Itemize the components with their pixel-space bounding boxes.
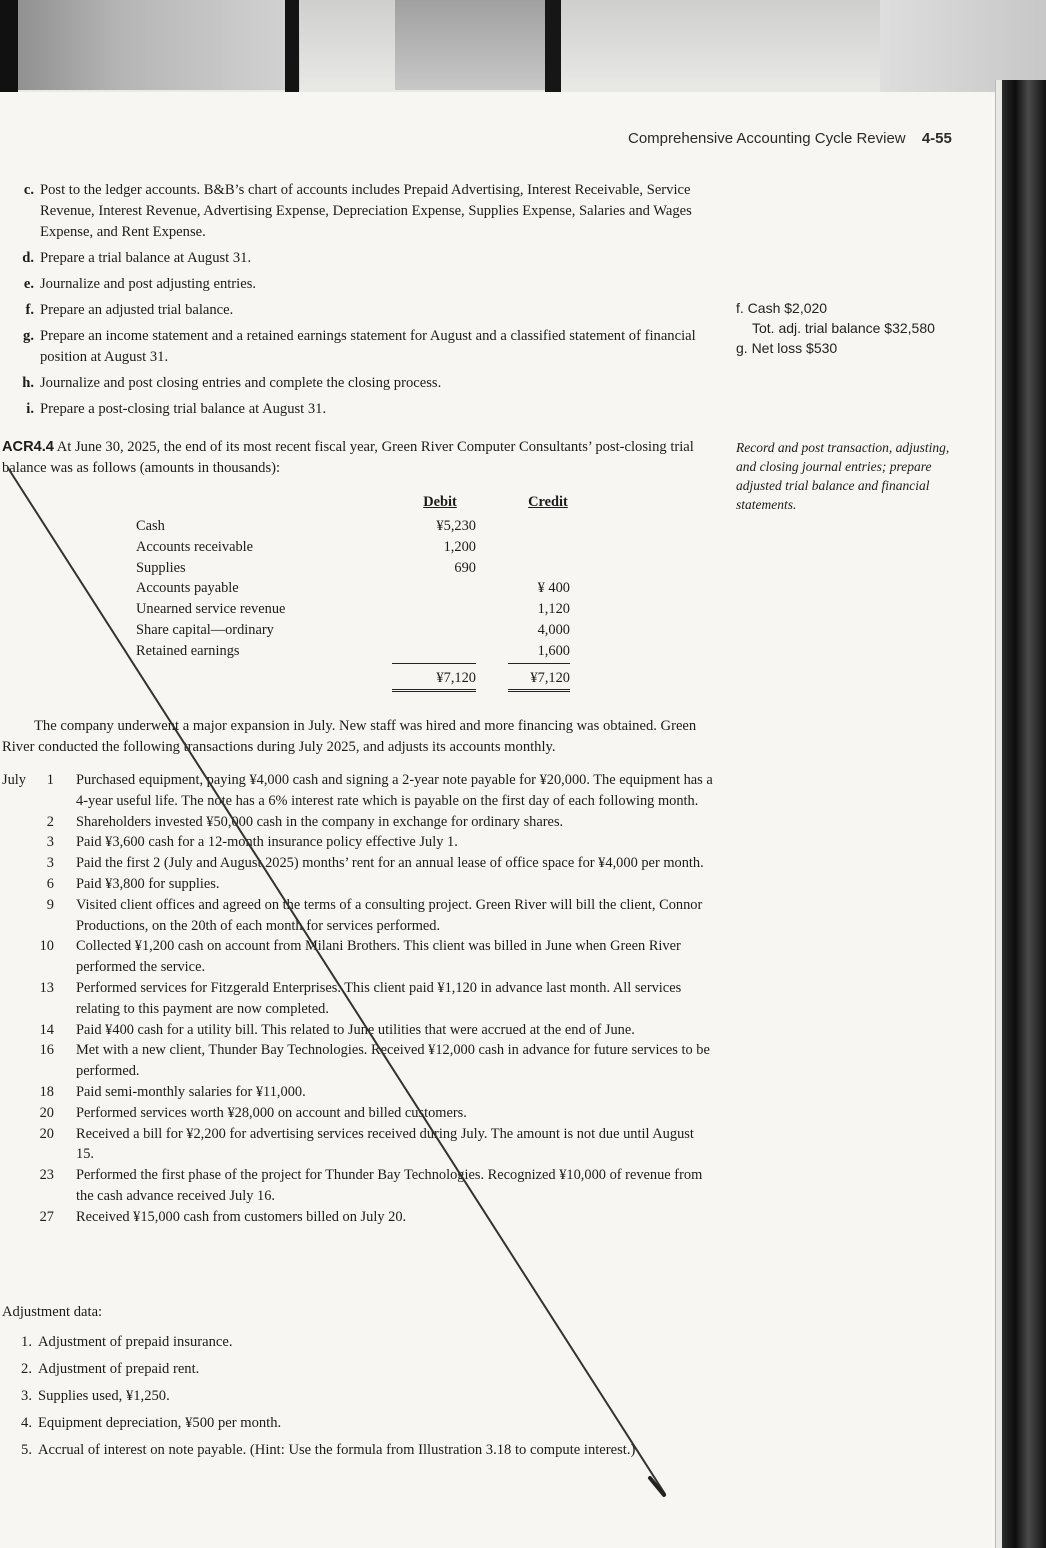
table-row: Share capital—ordinary 4,000 [136,621,570,638]
debit-header: Debit [423,494,457,510]
problem-text: At June 30, 2025, the end of its most recent fiscal year, Green River Computer Consultants’ post-closing trial balance was as follows (amounts in thousands): [2,439,694,476]
trial-balance-table [136,494,576,690]
list-item: 6 Paid ¥3,800 for supplies. [46,875,220,892]
table-header [136,494,576,518]
margin-objective: Record and post transaction, adjusting, and closing journal entries; prepare adjusted trial balance and financial statements. [736,440,950,512]
photo-shadow [0,0,300,90]
table-row: Cash ¥5,230 [136,518,476,534]
running-header [628,130,968,147]
answer-line: Tot. adj. trial balance $32,580 [752,320,935,336]
narrative [2,716,712,758]
margin-answers [736,298,996,358]
transaction-list [2,770,714,1228]
list-item: 3. Supplies used, ¥1,250. [21,1388,170,1404]
list-item: 2 Shareholders invested ¥50,000 cash in the company in exchange for ordinary shares. [46,813,564,830]
list-item: 27 Received ¥15,000 cash from customers billed on July 20. [39,1208,407,1225]
photo-shadow [545,0,561,92]
table-row: Accounts receivable 1,200 [136,538,476,555]
list-item: 10 Collected ¥1,200 cash on account from Milani Brothers. This client was billed in June when Green River performed the service. [39,938,681,976]
photo-shadow [0,0,18,92]
list-item: 2. Adjustment of prepaid rent. [21,1361,200,1377]
table-row: Retained earnings 1,600 [136,642,570,659]
list-item: 20 Received a bill for ¥2,200 for advertising services received during July. The amount is not due until August 15. [39,1125,694,1163]
list-item: July 1 Purchased equipment, paying ¥4,000 cash and signing a 2-year note payable for ¥20,000. The equipment has a 4-year useful life. The note has a 6% interest rate which is payable on the first day of each following month. [2,772,713,809]
photo-shadow [285,0,299,92]
list-item: 3 Paid ¥3,600 cash for a 12-month insurance policy effective July 1. [46,834,458,851]
step-item: i. Prepare a post-closing trial balance at August 31. [26,401,327,417]
total-credit: ¥7,120 [530,669,570,686]
list-item: 9 Visited client offices and agreed on the terms of a consulting project. Green River will bill the client, Connor Productions, on the 20th of each month for services performed. [46,896,703,934]
photo-shadow [395,0,545,90]
step-item: c. Post to the ledger accounts. B&B’s chart of accounts includes Prepaid Advertising, Interest Receivable, Service Revenue, Interest Revenue, Advertising Expense, Depreciation Expense, Supplies Expense, Salaries and Wages Expense, and Rent Expense. [23,182,692,240]
answer-line: f. Cash $2,020 [736,300,828,316]
adjustment-data [2,1302,722,1467]
list-item: 14 Paid ¥400 cash for a utility bill. This related to June utilities that were accrued at the end of June. [39,1021,635,1038]
step-item: h. Journalize and post closing entries and complete the closing process. [22,375,442,391]
double-rule [508,689,570,692]
list-item: 1. Adjustment of prepaid insurance. [21,1334,233,1350]
photo-shadow [880,0,1046,92]
header-title: Comprehensive Accounting Cycle Review [628,130,906,147]
list-item: 4. Equipment depreciation, ¥500 per month. [21,1415,282,1431]
list-item: 3 Paid the first 2 (July and August 2025) months’ rent for an annual lease of office space for ¥4,000 per month. [46,855,704,872]
credit-header: Credit [528,494,568,510]
answer-line: g. Net loss $530 [736,340,838,356]
page-number: 4-55 [921,130,952,147]
step-item: g. Prepare an income statement and a retained earnings statement for August and a classified statement of financial position at August 31. [23,328,696,365]
step-item: d. Prepare a trial balance at August 31. [22,250,252,266]
adjustment-title: Adjustment data: [2,1304,103,1320]
problem-intro [2,437,712,479]
total-debit: ¥7,120 [436,669,476,686]
list-item: 16 Met with a new client, Thunder Bay Technologies. Received ¥12,000 cash in advance for future services to be performed. [39,1042,710,1080]
table-row: Unearned service revenue 1,120 [136,601,570,618]
page-edge [995,80,1002,1548]
total-rule [508,663,570,664]
table-row: Accounts payable ¥ 400 [136,580,570,597]
book-edge [1002,80,1046,1548]
list-item: 18 Paid semi-monthly salaries for ¥11,000. [39,1083,306,1100]
list-item: 5. Accrual of interest on note payable. (Hint: Use the formula from Illustration 3.18 to compute interest.) [21,1442,636,1458]
step-item: e. Journalize and post adjusting entries. [23,276,257,292]
step-item: f. Prepare an adjusted trial balance. [25,302,234,318]
table-row: Supplies 690 [136,559,476,576]
total-row [136,670,576,691]
list-item: 23 Performed the first phase of the project for Thunder Bay Technologies. Recognized ¥10,000 of revenue from the cash advance received July 16. [39,1167,703,1204]
list-item: 13 Performed services for Fitzgerald Enterprises. This client paid ¥1,120 in advance last month. All services relating to this payment are now completed. [39,979,682,1017]
double-rule [392,689,476,692]
problem-number: ACR4.4 [2,439,54,455]
step-list [12,180,712,425]
total-rule [392,663,476,664]
narrative-text: The company underwent a major expansion in July. New staff was hired and more financing was obtained. Green River conducted the following transactions during July 2025, and adjusts its accounts monthly. [2,718,697,755]
list-item: 20 Performed services worth ¥28,000 on account and billed customers. [39,1104,467,1121]
